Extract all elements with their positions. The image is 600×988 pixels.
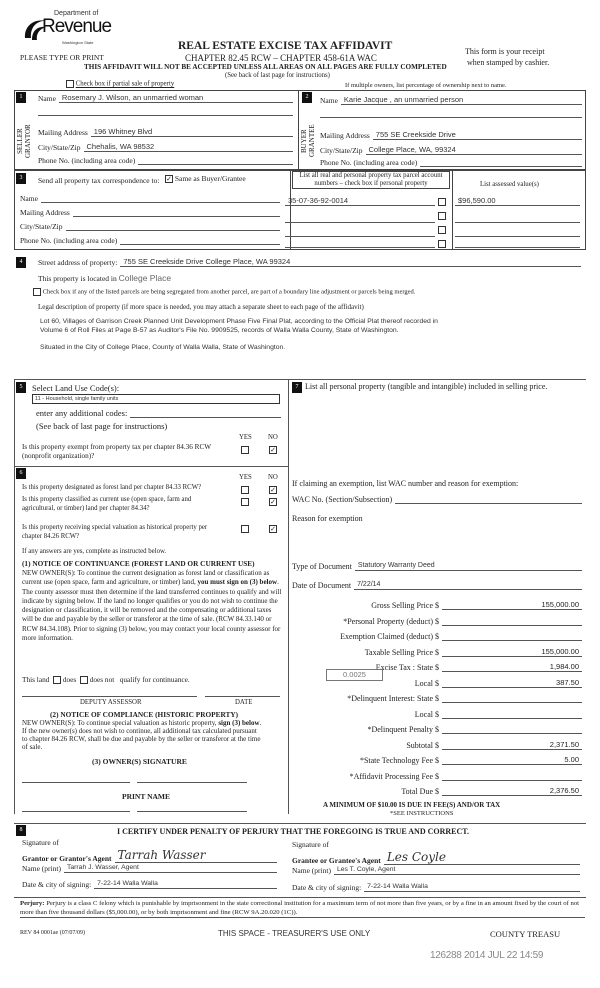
please-type: PLEASE TYPE OR PRINT: [20, 53, 104, 62]
tax-row-label: Local $: [414, 709, 439, 719]
exemption-label: If claiming an exemption, list WAC number and reason for exemption:: [292, 479, 519, 488]
does-not-checkbox[interactable]: [80, 676, 88, 684]
current-use-question: Is this property classified as current use (open space, farm and agricultural, or timber) land per chapter 84.34?: [22, 496, 192, 512]
notice-compliance-text: NEW OWNER(S): To continue special valuation as historic property, sign (3) below. If the new owner(s) does not wish to continue, all additional tax calculated pursuant to chapter 84.26 RCW, shall be due and payable by the seller or transferor at the time of sale.: [22, 719, 262, 751]
multiple-owners-note: If multiple owners, list percentage of ownership next to name.: [345, 82, 507, 89]
tax-row-label: *Delinquent Interest: State $: [347, 694, 439, 703]
section-number: 3: [16, 173, 26, 184]
correspondence-address-field[interactable]: [73, 208, 280, 217]
perjury-notice: Perjury: Perjury is a class C felony which is punishable by imprisonment in the state correctional institution for a maximum term of not more than five years, or by a fine in an amount fixed by the court of not more than five thousand dollars ($5,000.00), or by both imprisonment and fine (RCW 9A.20.020 (1C)).: [20, 899, 585, 918]
minimum-fee-note: A MINIMUM OF $10.00 IS DUE IN FEE(S) AND/OR TAX: [323, 801, 501, 809]
does-checkbox[interactable]: [53, 676, 61, 684]
buyer-name-field[interactable]: Karie Jacque , an unmarried person: [341, 95, 582, 105]
current-use-no-checkbox[interactable]: ✓: [270, 498, 276, 507]
nonprofit-yes-checkbox[interactable]: [241, 445, 249, 454]
tax-row-value[interactable]: 155,000.00: [442, 600, 582, 610]
partial-sale-label: Check box if partial sale of property: [75, 80, 175, 88]
seller-phone-field[interactable]: [138, 156, 293, 165]
assessed-header: List assessed value(s): [480, 181, 539, 188]
tax-row-value[interactable]: [442, 709, 582, 719]
document-type-field[interactable]: Statutory Warranty Deed: [355, 562, 582, 571]
tax-row-label: *Delinquent Penalty $: [367, 725, 439, 734]
label: City/State/Zip: [38, 143, 81, 152]
section-number: 5: [16, 382, 26, 393]
wac-number-field[interactable]: [395, 495, 582, 504]
tax-row-label: Gross Selling Price $: [371, 601, 439, 610]
tax-row: [272, 631, 582, 641]
legal-description-label: Legal description of property (if more space is needed, you may attach a separate sheet to each page of the affidavit): [38, 303, 364, 311]
correspondence-name-field[interactable]: [41, 194, 280, 203]
tax-row-label: *Affidavit Processing Fee $: [349, 771, 439, 781]
buyer-address-field[interactable]: 755 SE Creekside Drive: [373, 130, 582, 140]
label: Type of Document: [292, 562, 352, 571]
form-chapter: CHAPTER 82.45 RCW – CHAPTER 458-61A WAC: [185, 53, 377, 63]
label: Signature of: [22, 838, 59, 847]
grantor-date-field[interactable]: 7-22-14 Walla Walla: [94, 880, 277, 889]
tax-row-label: *State Technology Fee $: [359, 756, 439, 765]
label: Mailing Address: [20, 208, 70, 217]
label: Phone No. (including area code): [20, 236, 118, 245]
tax-row: [272, 740, 582, 750]
legal-description-line: Volume 6 of Roll Files at Page B-57 as Auditor's File No. 9909525, records of Walla Walla County, State of Washington.: [40, 327, 399, 334]
forest-yes-checkbox[interactable]: [241, 485, 249, 494]
same-as-buyer-checkbox[interactable]: ✓ Same as Buyer/Grantee: [166, 174, 246, 184]
label: Phone No. (including area code): [320, 158, 418, 167]
label: WAC No. (Section/Subsection): [292, 495, 393, 504]
label: Name (print): [292, 866, 331, 875]
section-number: 8: [16, 825, 26, 836]
label: Name (print): [22, 864, 61, 873]
grantee-print-name-field[interactable]: Les T. Coyle, Agent: [334, 866, 580, 875]
treasurer-stamp: 126288 2014 JUL 22 14:59: [430, 950, 544, 961]
tax-row: [272, 693, 582, 703]
tax-row: [272, 724, 582, 734]
property-location-field[interactable]: College Place: [118, 273, 172, 283]
if-yes-note: If any answers are yes, complete as instructed below.: [22, 548, 167, 555]
label: Street address of property:: [38, 258, 118, 267]
nonprofit-no-checkbox[interactable]: ✓: [270, 446, 276, 455]
nonprofit-question: Is this property exempt from property tax per chapter 84.36 RCW (nonprofit organization)?: [22, 443, 211, 461]
label: Date of Document: [292, 581, 352, 590]
send-correspondence-label: Send all property tax correspondence to:: [38, 176, 160, 185]
additional-codes-field[interactable]: [130, 409, 281, 418]
tax-row-label: Exemption Claimed (deduct) $: [340, 632, 439, 641]
qualify-continuance: This land does does not qualify for continuance.: [22, 675, 190, 684]
tax-row-label: Local $: [414, 678, 439, 688]
grantor-print-name-field[interactable]: Tarrah J. Wasser, Agent: [64, 864, 277, 873]
label: Mailing Address: [38, 128, 88, 137]
no-header: NO: [268, 474, 278, 481]
correspondence-city-field[interactable]: [66, 222, 281, 231]
tax-row-label: Excise Tax : State $: [375, 663, 439, 672]
buyer-city-field[interactable]: College Place, WA, 99324: [366, 145, 583, 155]
label: Date & city of signing:: [292, 883, 362, 892]
tax-row: [272, 755, 582, 765]
grantee-date-field[interactable]: 7-22-14 Walla Walla: [364, 883, 580, 892]
tax-row: [272, 616, 582, 626]
tax-row: [272, 771, 582, 781]
forest-no-checkbox[interactable]: ✓: [270, 486, 276, 495]
deputy-assessor-label: DEPUTY ASSESSOR: [80, 699, 142, 706]
see-back-note: (See back of last page for instructions): [36, 421, 168, 431]
label: City/State/Zip: [320, 146, 363, 155]
personal-property-checkboxes[interactable]: [438, 198, 446, 248]
correspondence-phone-field[interactable]: [120, 236, 280, 245]
parcel-header: List all real and personal property tax parcel account numbers – check box if personal property: [292, 171, 450, 189]
partial-sale-checkbox[interactable]: [66, 80, 174, 88]
tax-row-label: Taxable Selling Price $: [364, 647, 439, 657]
see-instructions: *SEE INSTRUCTIONS: [390, 810, 454, 817]
owner-signature-title: (3) OWNER(S) SIGNATURE: [92, 757, 187, 766]
tax-row-value[interactable]: 1,984.00: [442, 662, 582, 672]
tax-row: [272, 662, 582, 672]
label: Name: [38, 94, 56, 103]
tax-row: [272, 786, 582, 796]
see-back: (See back of last page for instructions): [225, 72, 330, 79]
notice-continuance-title: (1) NOTICE OF CONTINUANCE (FOREST LAND OR CURRENT USE): [22, 559, 255, 568]
receipt-note: This form is your receipt: [465, 47, 545, 56]
parcel-number-field[interactable]: 35-07-36-92-0014: [285, 196, 435, 206]
tax-row-label: *Personal Property (deduct) $: [343, 616, 439, 626]
receipt-note-2: when stamped by cashier.: [467, 58, 550, 67]
land-use-label: Select Land Use Code(s):: [32, 383, 120, 393]
reason-label: Reason for exemption: [292, 514, 363, 523]
legal-description-line: Lot 60, Villages of Garrison Creek Planned Unit Development Phase Five Final Plat, according to the Official Plat thereof recorded in: [40, 318, 438, 325]
tax-row-label: Subtotal $: [406, 740, 439, 750]
warning-text: THIS AFFIDAVIT WILL NOT BE ACCEPTED UNLESS ALL AREAS ON ALL PAGES ARE FULLY COMPLETED: [84, 63, 447, 71]
forest-land-question: Is this property designated as forest land per chapter 84.33 RCW?: [22, 484, 202, 491]
grantor-signature[interactable]: Tarrah Wasser: [115, 848, 277, 863]
form-title: REAL ESTATE EXCISE TAX AFFIDAVIT: [178, 40, 393, 52]
label: Date & city of signing:: [22, 880, 92, 889]
tax-row-value[interactable]: 155,000.00: [442, 647, 582, 657]
tax-row-value[interactable]: 387.50: [442, 678, 582, 688]
tax-row-value[interactable]: 2,371.50: [442, 740, 582, 750]
label: Name: [320, 96, 338, 105]
buyer-side-label: BUYER GRANTEE: [300, 124, 316, 158]
buyer-phone-field[interactable]: [420, 158, 582, 167]
tax-row-label: Total Due $: [401, 787, 439, 796]
form-revision: REV 84 0001ae (07/07/09): [20, 930, 86, 936]
notice-compliance-title: (2) NOTICE OF COMPLIANCE (HISTORIC PROPERTY): [50, 710, 239, 719]
tax-row: [272, 600, 582, 610]
section-number: 6: [16, 468, 26, 479]
grantee-signature[interactable]: Les Coyle: [384, 850, 580, 865]
same-as-buyer-label: Same as Buyer/Grantee: [174, 174, 246, 183]
segregated-checkbox[interactable]: [33, 288, 415, 296]
label: This property is located in: [38, 274, 117, 283]
seller-address-field[interactable]: 196 Whitney Blvd: [91, 127, 293, 137]
label: Signature of: [292, 840, 329, 849]
tax-row-value[interactable]: 5.00: [442, 755, 582, 765]
historic-yes-checkbox[interactable]: [241, 524, 249, 533]
section-number: 7: [292, 382, 302, 393]
treasurer-use-label: THIS SPACE - TREASURER'S USE ONLY: [218, 929, 371, 938]
label: enter any additional codes:: [36, 408, 128, 418]
label: Name: [20, 194, 38, 203]
tax-row-value[interactable]: [442, 693, 582, 703]
assessed-value-field[interactable]: $96,590.00: [455, 196, 580, 206]
dor-logo: Department of Revenue Washington State: [22, 10, 102, 52]
historic-no-checkbox[interactable]: ✓: [270, 525, 276, 534]
tax-row: [272, 678, 582, 688]
tax-row: [272, 647, 582, 657]
county-treasurer-label: COUNTY TREASU: [490, 929, 561, 939]
tax-row-value[interactable]: [442, 724, 582, 734]
print-name-label: PRINT NAME: [122, 792, 170, 801]
section-number: 1: [16, 92, 26, 103]
yes-header: YES: [239, 434, 252, 441]
label: Grantee or Grantee's Agent: [292, 856, 381, 865]
date-label: DATE: [235, 699, 253, 706]
label: Grantor or Grantor's Agent: [22, 854, 112, 863]
segregated-label: Check box if any of the listed parcels are being segregated from another parcel, are part of a boundary line adjustment or parcels being merged.: [42, 288, 416, 296]
section-number: 2: [302, 92, 312, 103]
tax-row-value[interactable]: [442, 616, 582, 626]
current-use-yes-checkbox[interactable]: [241, 497, 249, 506]
notice-continuance-text: NEW OWNER(S): To continue the current designation as forest land or classification as current use (open space, farm and agriculture, or timber) land, you must sign on (3) below. The county assessor must then determine if the land transferred continues to qualify and will indicate by signing below. If the land no longer qualifies or you do not wish to continue the designation or classification, it will be removed and the compensating or additional taxes will be due and payable by the seller or transferor at the time of sale. (RCW 84.33.140 or RCW 84.34.108). Prior to signing (3) below, you may contact your local county assessor for more information.: [22, 569, 282, 643]
tax-row: [272, 709, 582, 719]
local-rate-field[interactable]: 0.0025: [326, 669, 383, 681]
document-date-field[interactable]: 7/22/14: [354, 581, 582, 590]
historic-question: Is this property receiving special valuation as historical property per chapter 84.26 RCW?: [22, 524, 208, 540]
tax-row-value[interactable]: [442, 631, 582, 641]
no-header: NO: [268, 434, 278, 441]
label: Phone No. (including area code): [38, 156, 136, 165]
seller-city-field[interactable]: Chehalis, WA 98532: [84, 142, 294, 152]
label: City/State/Zip: [20, 222, 63, 231]
personal-property-label: List all personal property (tangible and intangible) included in selling price.: [305, 382, 548, 391]
certify-statement: I CERTIFY UNDER PENALTY OF PERJURY THAT THE FOREGOING IS TRUE AND CORRECT.: [117, 827, 470, 836]
street-address-field[interactable]: 755 SE Creekside Drive College Place, WA 99324: [120, 257, 581, 267]
seller-side-label: SELLER GRANTOR: [16, 124, 32, 158]
label: Mailing Address: [320, 131, 370, 140]
section-number: 4: [16, 257, 26, 268]
land-use-select[interactable]: 11 - Household, single family units: [32, 394, 280, 404]
tax-row-value[interactable]: [442, 771, 582, 781]
legal-description-line: Situated in the City of College Place, County of Walla Walla, State of Washington.: [40, 344, 286, 351]
tax-row-value[interactable]: 2,376.50: [442, 786, 582, 796]
yes-header: YES: [239, 474, 252, 481]
seller-name-field[interactable]: Rosemary J. Wilson, an unmarried woman: [59, 93, 293, 103]
